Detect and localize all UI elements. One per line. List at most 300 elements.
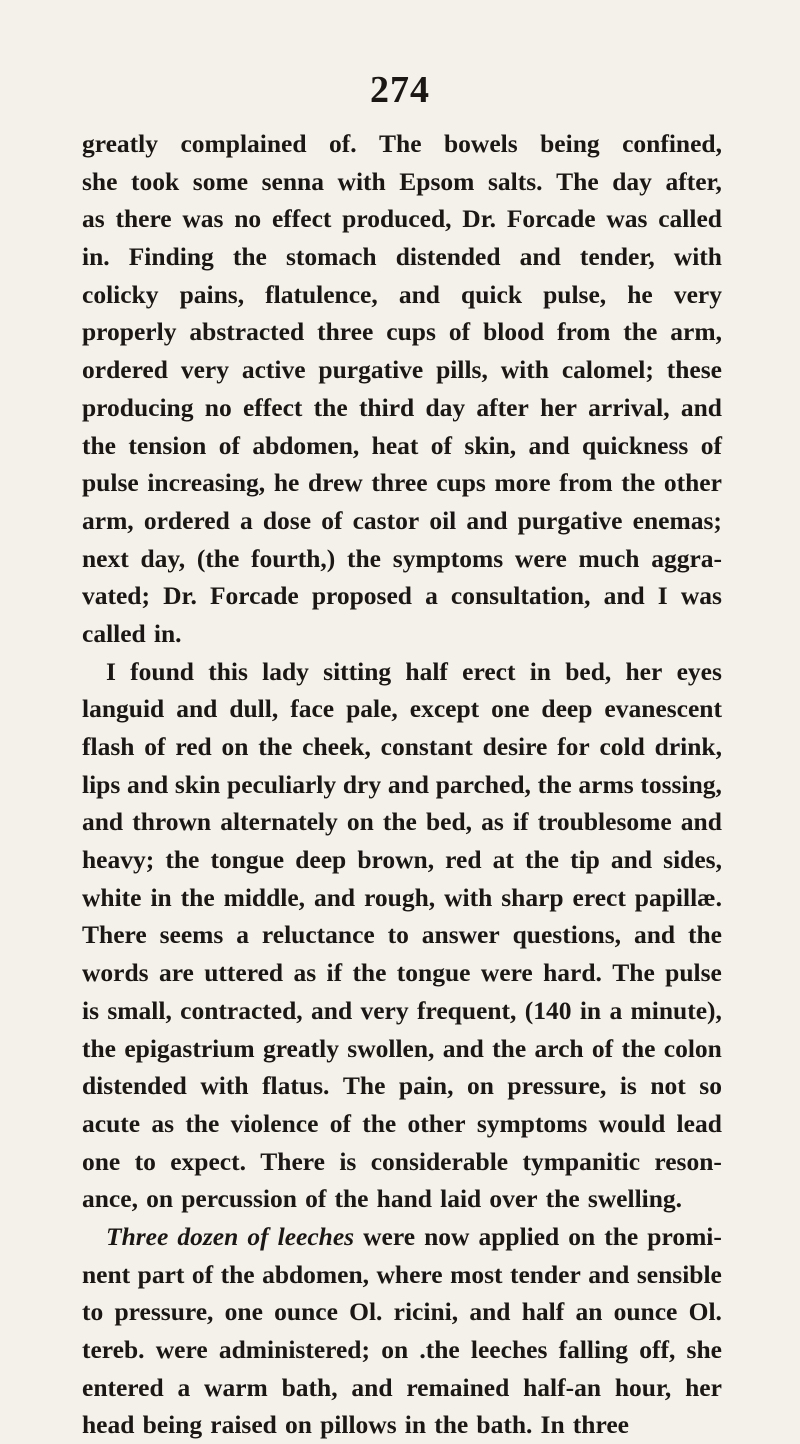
word: tympanitic bbox=[522, 1146, 641, 1176]
word: and bbox=[127, 769, 169, 799]
word: the bbox=[82, 1033, 116, 1063]
word: arms bbox=[578, 769, 634, 799]
word: half bbox=[521, 1297, 565, 1327]
word: of bbox=[448, 317, 471, 347]
word: after, bbox=[665, 166, 722, 196]
word: very bbox=[673, 279, 722, 309]
paragraph bbox=[82, 1218, 722, 1444]
word: where bbox=[376, 1259, 443, 1289]
word: after bbox=[476, 392, 529, 422]
word: lips bbox=[82, 769, 121, 799]
word: if bbox=[326, 958, 343, 988]
word: to bbox=[134, 1146, 156, 1176]
word: and bbox=[633, 920, 676, 950]
word: from bbox=[559, 468, 613, 498]
word: except bbox=[409, 694, 480, 724]
word: pulse, bbox=[543, 279, 607, 309]
word: tip bbox=[570, 845, 600, 875]
word: and bbox=[176, 694, 218, 724]
word: produced, bbox=[342, 204, 452, 234]
word: off, bbox=[639, 1335, 676, 1364]
word: colicky bbox=[82, 279, 159, 309]
word: on bbox=[381, 1335, 409, 1364]
word: called bbox=[658, 204, 722, 234]
word: with bbox=[337, 166, 386, 196]
word: dozen bbox=[177, 1221, 239, 1251]
word: and bbox=[351, 1372, 393, 1402]
word: and bbox=[314, 882, 356, 912]
text-line bbox=[82, 200, 722, 238]
word: falling bbox=[558, 1335, 629, 1364]
word: the bbox=[621, 468, 656, 498]
word: and bbox=[519, 242, 561, 272]
word: the bbox=[232, 242, 267, 272]
text-line bbox=[82, 125, 722, 163]
word: arm, bbox=[82, 505, 134, 535]
word: as bbox=[481, 807, 504, 837]
word: the bbox=[382, 807, 417, 837]
word: the bbox=[537, 769, 572, 799]
word: other bbox=[407, 1108, 466, 1138]
word: in bbox=[529, 656, 551, 686]
text-line bbox=[82, 916, 722, 954]
word: reluctance bbox=[261, 920, 375, 950]
word: tender bbox=[509, 1259, 581, 1289]
word: languid bbox=[82, 694, 165, 724]
word: red bbox=[175, 732, 212, 761]
word: head bbox=[82, 1410, 135, 1440]
word: one bbox=[82, 1146, 121, 1176]
word: he bbox=[627, 279, 653, 309]
word: and bbox=[387, 769, 429, 799]
word: In bbox=[540, 1410, 565, 1440]
word: Ol. bbox=[688, 1297, 722, 1327]
word: tossing, bbox=[640, 769, 722, 799]
word: the bbox=[165, 845, 200, 875]
word: expect. bbox=[170, 1146, 246, 1176]
word: Dr. bbox=[163, 581, 197, 611]
word: the bbox=[347, 543, 381, 573]
word: distended bbox=[82, 1071, 187, 1101]
word: the bbox=[220, 1259, 255, 1289]
word: blood bbox=[483, 317, 545, 347]
word: lady bbox=[262, 656, 309, 686]
word: colon bbox=[663, 1033, 722, 1063]
word: is bbox=[619, 1071, 637, 1101]
word: were bbox=[155, 1335, 208, 1364]
word: there bbox=[115, 204, 172, 234]
word: contracted, bbox=[180, 995, 303, 1025]
word: troublesome bbox=[537, 807, 672, 837]
word: the bbox=[185, 1108, 220, 1138]
word: hand bbox=[376, 1184, 432, 1214]
word: if bbox=[512, 807, 529, 837]
word: The bbox=[612, 958, 655, 988]
word: epigastrium bbox=[124, 1033, 255, 1063]
word: this bbox=[208, 656, 248, 686]
word: tender, bbox=[579, 242, 655, 272]
word: day, bbox=[140, 543, 186, 573]
word: the bbox=[524, 845, 559, 875]
word: day bbox=[425, 392, 466, 422]
word: much bbox=[578, 543, 640, 573]
text-line bbox=[82, 803, 722, 841]
word: three bbox=[317, 317, 374, 347]
text-line bbox=[82, 879, 722, 917]
word: ordered bbox=[143, 505, 230, 535]
word: producing bbox=[82, 392, 194, 422]
word: being bbox=[540, 129, 600, 158]
word: most bbox=[450, 1259, 503, 1289]
text-line bbox=[82, 954, 722, 992]
word: heavy; bbox=[82, 845, 155, 875]
word: some bbox=[192, 166, 249, 196]
word: bath. bbox=[476, 1410, 533, 1440]
word: sensible bbox=[636, 1259, 722, 1289]
word: evanescent bbox=[604, 694, 722, 724]
word: acute bbox=[82, 1108, 141, 1138]
word: sides, bbox=[663, 845, 722, 875]
word: ordered bbox=[82, 355, 168, 385]
word: Forcade bbox=[506, 204, 596, 234]
word: was bbox=[182, 204, 224, 234]
word: half bbox=[405, 656, 448, 686]
word: swelling. bbox=[587, 1184, 683, 1214]
word: no bbox=[204, 392, 232, 422]
word: leeches bbox=[470, 1335, 548, 1364]
word: percussion bbox=[181, 1184, 297, 1214]
word: entered bbox=[82, 1372, 164, 1402]
text-line bbox=[82, 577, 722, 615]
word: leeches bbox=[277, 1221, 355, 1251]
word: purgative bbox=[517, 505, 623, 535]
word: quick bbox=[461, 279, 522, 309]
word: called bbox=[82, 618, 146, 648]
word: the bbox=[362, 1108, 397, 1138]
word: alternately bbox=[220, 807, 338, 837]
word: tongue bbox=[210, 845, 285, 875]
word: middle, bbox=[223, 882, 306, 912]
word: bowels bbox=[444, 129, 518, 158]
word: applied bbox=[478, 1221, 560, 1251]
text-line bbox=[82, 1180, 722, 1218]
word: she bbox=[686, 1335, 722, 1364]
word: and bbox=[398, 279, 440, 309]
word: white bbox=[82, 882, 142, 912]
word: promi- bbox=[647, 1221, 722, 1251]
word: greatly bbox=[262, 1033, 339, 1063]
word: skin, bbox=[464, 430, 517, 460]
text-line bbox=[82, 841, 722, 879]
word: increasing, bbox=[147, 468, 266, 498]
word: and bbox=[610, 845, 653, 875]
word: other bbox=[663, 468, 722, 498]
word: administered; bbox=[218, 1335, 370, 1364]
word: dull, bbox=[229, 694, 279, 724]
word: the bbox=[82, 430, 116, 460]
word: swollen, bbox=[347, 1033, 435, 1063]
word: and bbox=[680, 392, 722, 422]
word: answer bbox=[421, 920, 500, 950]
text-line bbox=[82, 163, 722, 201]
word: of. bbox=[328, 129, 357, 158]
word: drink, bbox=[654, 732, 722, 761]
word: bath, bbox=[281, 1372, 338, 1402]
word: eyes bbox=[676, 656, 722, 686]
word: pain, bbox=[398, 1071, 454, 1101]
word: would bbox=[598, 1108, 666, 1138]
word: seems bbox=[159, 920, 224, 950]
word: quickness bbox=[582, 430, 689, 460]
word: complained bbox=[180, 129, 307, 158]
word: the bbox=[334, 1184, 369, 1214]
text-line bbox=[82, 313, 722, 351]
word: deep bbox=[295, 845, 347, 875]
text-line bbox=[82, 690, 722, 728]
word: pale, bbox=[346, 694, 398, 724]
word: Forcade bbox=[209, 581, 299, 611]
word: her bbox=[685, 1372, 722, 1402]
word: one bbox=[491, 694, 530, 724]
text-line bbox=[82, 238, 722, 276]
word: of bbox=[305, 1184, 327, 1214]
word: cups bbox=[386, 317, 436, 347]
word: bed, bbox=[425, 807, 473, 837]
word: The bbox=[342, 1071, 386, 1101]
text-line bbox=[82, 653, 722, 691]
text-line bbox=[82, 389, 722, 427]
word: is bbox=[82, 995, 100, 1025]
word: There bbox=[260, 1146, 325, 1176]
word: being bbox=[142, 1410, 203, 1440]
word: her bbox=[540, 392, 577, 422]
word: three bbox=[572, 1410, 629, 1440]
word: abstracted bbox=[189, 317, 305, 347]
word: on bbox=[346, 807, 374, 837]
paragraph bbox=[82, 653, 722, 1218]
word: flatus. bbox=[262, 1071, 330, 1101]
word: proposed bbox=[311, 581, 412, 611]
word: sitting bbox=[323, 656, 392, 686]
word: in bbox=[579, 995, 602, 1025]
word: to bbox=[387, 920, 409, 950]
word: of bbox=[191, 1259, 214, 1289]
word: as bbox=[82, 204, 105, 234]
word: a bbox=[425, 581, 438, 611]
word: properly bbox=[82, 317, 177, 347]
word: are bbox=[158, 958, 194, 988]
word: I bbox=[106, 656, 116, 686]
word: for bbox=[557, 732, 590, 761]
word: arch bbox=[534, 1033, 584, 1063]
word: I bbox=[657, 581, 668, 611]
word: so bbox=[699, 1071, 722, 1101]
word: pulse bbox=[665, 958, 722, 988]
word: distended bbox=[395, 242, 501, 272]
word: to bbox=[82, 1297, 104, 1327]
word: red bbox=[445, 845, 482, 875]
word: arrival, bbox=[588, 392, 670, 422]
word: of bbox=[329, 1108, 351, 1138]
word: pains, bbox=[179, 279, 245, 309]
word: greatly bbox=[82, 129, 159, 158]
word: of bbox=[218, 430, 240, 460]
word: effect bbox=[271, 204, 332, 234]
word: her bbox=[625, 656, 663, 686]
word: found bbox=[130, 656, 194, 686]
word: rough, bbox=[364, 882, 436, 912]
word: these bbox=[666, 355, 722, 385]
word: tongue bbox=[396, 958, 471, 988]
word: confined, bbox=[622, 129, 722, 158]
word: on bbox=[466, 1071, 494, 1101]
word: of bbox=[700, 430, 722, 460]
text-line bbox=[82, 1067, 722, 1105]
word: of bbox=[144, 732, 166, 761]
word: a bbox=[177, 1372, 191, 1402]
text-line bbox=[82, 615, 722, 653]
word: ricini, bbox=[393, 1297, 459, 1327]
word: on bbox=[221, 732, 249, 761]
word: symptoms bbox=[476, 1108, 588, 1138]
word: Finding bbox=[128, 242, 214, 272]
word: she bbox=[82, 166, 118, 196]
word: in bbox=[150, 882, 172, 912]
word: ounce bbox=[274, 1297, 338, 1327]
word: the bbox=[623, 317, 658, 347]
word: the bbox=[545, 1184, 580, 1214]
word: warm bbox=[204, 1372, 268, 1402]
word: nent bbox=[82, 1259, 131, 1289]
word: and bbox=[466, 505, 508, 535]
word: pillows bbox=[320, 1410, 397, 1440]
word: the bbox=[258, 732, 293, 761]
word: and bbox=[311, 995, 353, 1025]
text-line bbox=[82, 1406, 722, 1444]
word: cups bbox=[436, 468, 486, 498]
word: the bbox=[687, 920, 722, 950]
word: thrown bbox=[132, 807, 212, 837]
word: the bbox=[180, 882, 215, 912]
word: and bbox=[82, 807, 124, 837]
word: aggra- bbox=[651, 543, 722, 573]
word: a bbox=[236, 920, 249, 950]
word: (140 bbox=[524, 995, 572, 1025]
word: a bbox=[609, 995, 623, 1025]
word: pressure, bbox=[507, 1071, 607, 1101]
word: with bbox=[444, 882, 493, 912]
word: an bbox=[575, 1297, 603, 1327]
word: constant bbox=[380, 732, 473, 761]
word: next bbox=[82, 543, 129, 573]
word: over bbox=[489, 1184, 538, 1214]
word: and bbox=[528, 430, 570, 460]
word: uttered bbox=[204, 958, 284, 988]
word: dry bbox=[342, 769, 382, 799]
text-line bbox=[82, 1030, 722, 1068]
word: and bbox=[588, 1259, 630, 1289]
word: the bbox=[434, 1410, 469, 1440]
paragraph bbox=[82, 125, 722, 653]
word: the bbox=[621, 1033, 656, 1063]
word: the bbox=[604, 1221, 639, 1251]
word: not bbox=[650, 1071, 686, 1101]
word: brown, bbox=[357, 845, 435, 875]
word: at bbox=[492, 845, 514, 875]
text-line bbox=[82, 351, 722, 389]
word: was bbox=[606, 204, 648, 234]
word: abdomen, bbox=[262, 1259, 370, 1289]
word: as bbox=[151, 1108, 175, 1138]
word: consultation, bbox=[450, 581, 591, 611]
word: arm, bbox=[670, 317, 722, 347]
word: in bbox=[404, 1410, 427, 1440]
word: peculiarly bbox=[227, 769, 337, 799]
word: flash bbox=[82, 732, 135, 761]
word: is bbox=[339, 1146, 357, 1176]
word: on bbox=[146, 1184, 174, 1214]
text-line bbox=[82, 992, 722, 1030]
word: active bbox=[241, 355, 306, 385]
word: third bbox=[358, 392, 415, 422]
word: The bbox=[556, 166, 599, 196]
word: day bbox=[612, 166, 652, 196]
word: hard. bbox=[543, 958, 602, 988]
word: raised bbox=[210, 1410, 277, 1440]
word: heat bbox=[371, 430, 419, 460]
word: effect bbox=[242, 392, 303, 422]
word: sharp bbox=[501, 882, 564, 912]
word: with bbox=[673, 242, 722, 272]
word: were bbox=[363, 1221, 416, 1251]
word: was bbox=[680, 581, 722, 611]
word: in. bbox=[153, 618, 182, 648]
word: questions, bbox=[512, 920, 622, 950]
word: pulse bbox=[82, 468, 139, 498]
word: enemas; bbox=[632, 505, 722, 535]
word: desire bbox=[482, 732, 548, 761]
text-line bbox=[82, 502, 722, 540]
word: in. bbox=[82, 242, 110, 272]
text-line bbox=[82, 1143, 722, 1181]
word: Dr. bbox=[462, 204, 497, 234]
word: the bbox=[313, 392, 348, 422]
word: hour, bbox=[614, 1372, 672, 1402]
word: ounce bbox=[613, 1297, 678, 1327]
word: the bbox=[352, 958, 387, 988]
word: vated; bbox=[82, 581, 150, 611]
word: laid bbox=[440, 1184, 482, 1214]
word: of bbox=[591, 1033, 614, 1063]
word: The bbox=[379, 129, 422, 158]
word: castor bbox=[352, 505, 420, 535]
word: the bbox=[492, 1033, 527, 1063]
text-line bbox=[82, 1331, 722, 1369]
word: There bbox=[82, 920, 147, 950]
word: small, bbox=[107, 995, 172, 1025]
text-line bbox=[82, 276, 722, 314]
word: tereb. bbox=[82, 1335, 145, 1364]
word: drew bbox=[307, 468, 363, 498]
word: one bbox=[224, 1297, 263, 1327]
word: parched, bbox=[435, 769, 531, 799]
word: frequent, bbox=[416, 995, 517, 1025]
word: salts. bbox=[487, 166, 543, 196]
word: symptoms bbox=[392, 543, 504, 573]
word: from bbox=[556, 317, 611, 347]
word: of bbox=[430, 430, 453, 460]
word: more bbox=[494, 468, 551, 498]
